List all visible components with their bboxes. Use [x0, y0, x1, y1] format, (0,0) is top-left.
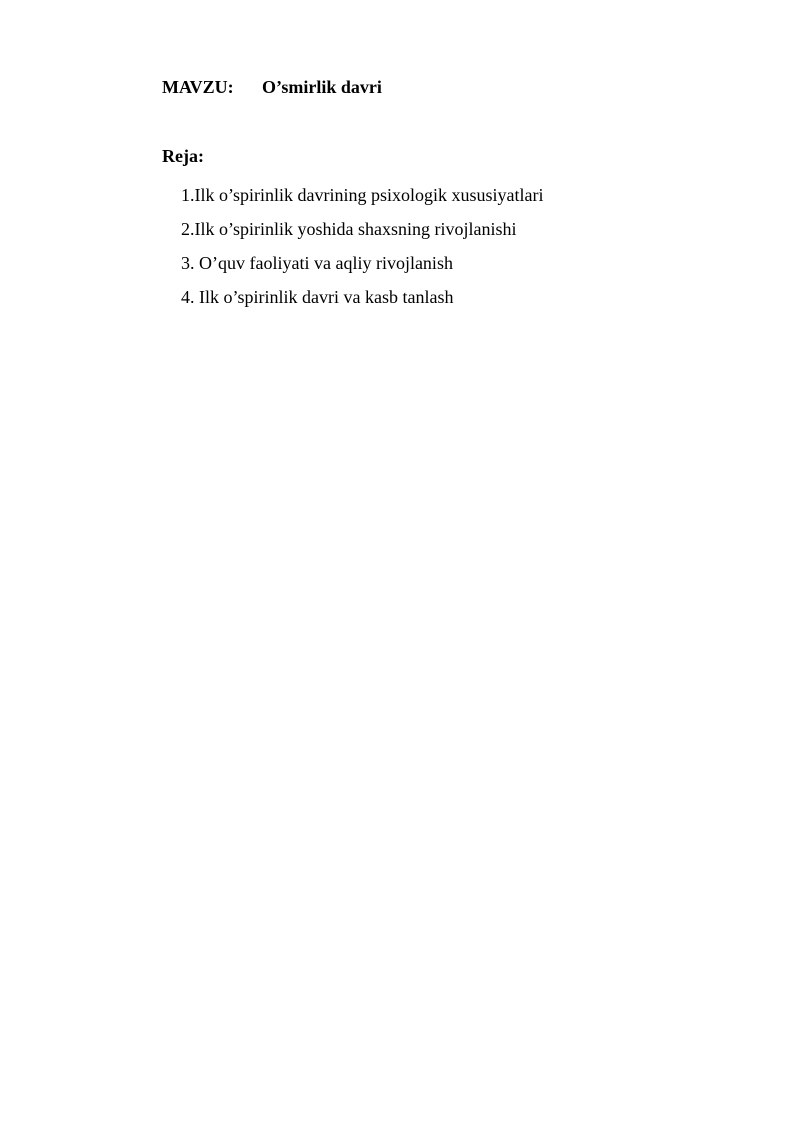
topic-line — [162, 76, 382, 98]
plan-item-3: 3. O’quv faoliyati va aqliy rivojlanish — [181, 253, 453, 273]
topic-title: O’smirlik davri — [262, 77, 382, 97]
plan-item-2: 2.Ilk o’spirinlik yoshida shaxsning rivojlanishi — [181, 219, 517, 239]
plan-heading: Reja: — [162, 146, 204, 166]
plan-item-4: 4. Ilk o’spirinlik davri va kasb tanlash — [181, 287, 454, 307]
plan-item-1: 1.Ilk o’spirinlik davrining psixologik xususiyatlari — [181, 185, 544, 205]
topic-label: MAVZU: — [162, 77, 234, 97]
plan-list — [181, 178, 543, 314]
